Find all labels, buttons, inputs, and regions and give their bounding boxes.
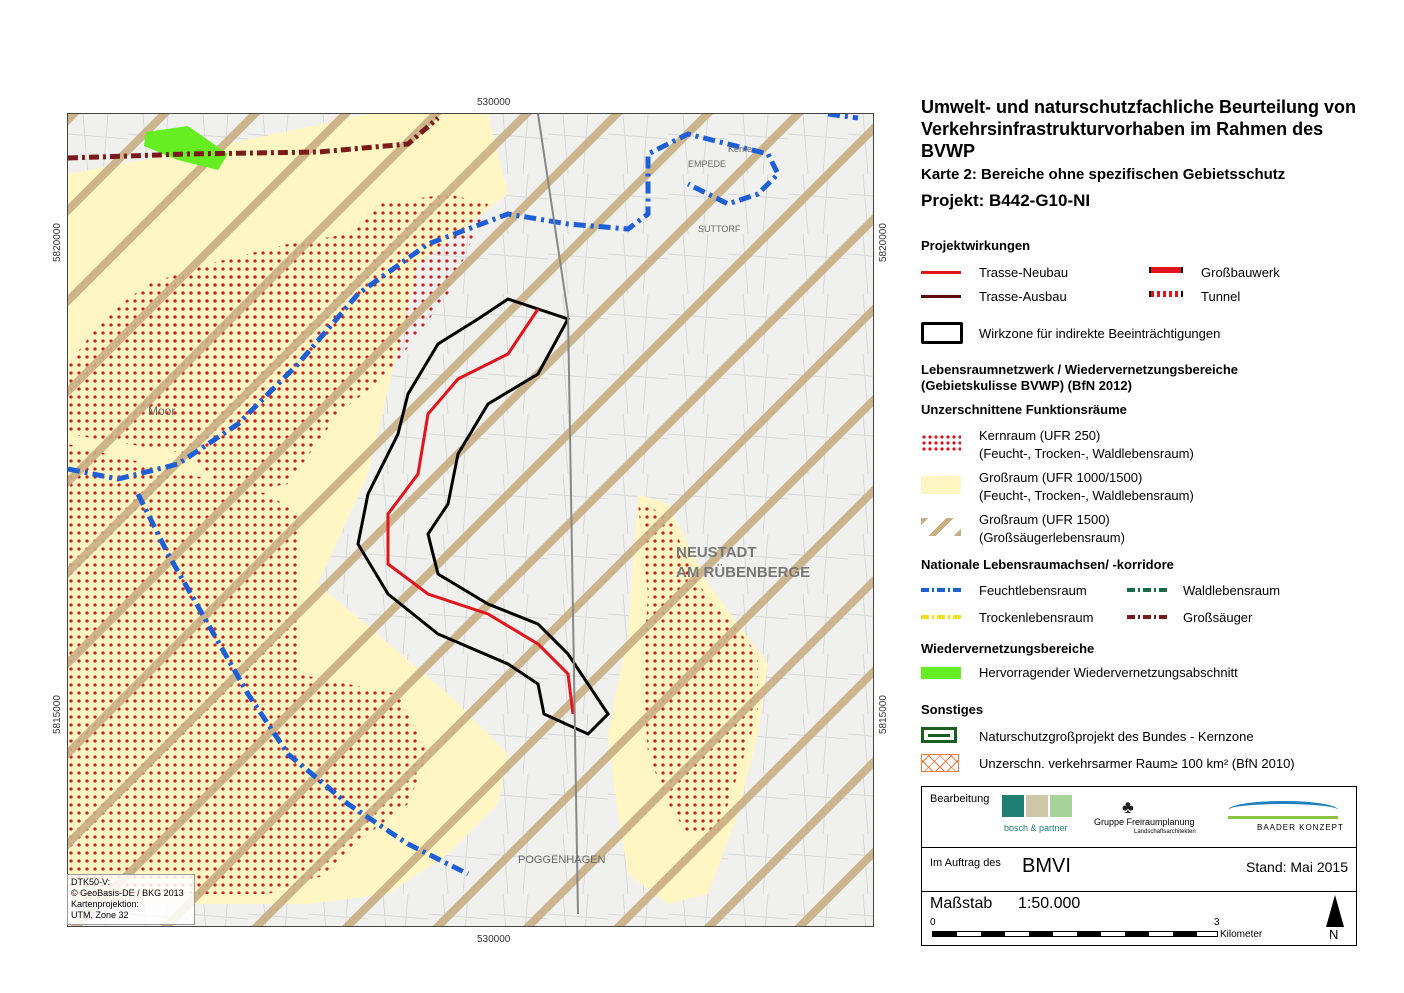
legend-neubau: Trasse-Neubau	[979, 265, 1069, 280]
legend-trocken: Trockenlebensraum	[979, 610, 1094, 625]
map-subtitle: Karte 2: Bereiche ohne spezifischen Gebietsschutz	[921, 166, 1286, 183]
gruppe-sub-label: Landschaftsarchitekten	[1134, 829, 1196, 835]
ngp-symbol	[921, 727, 957, 743]
legend-ngp: Naturschutzgroßprojekt des Bundes - Kernzone	[979, 729, 1254, 744]
legend-netz-title2: (Gebietskulisse BVWP) (BfN 2012)	[921, 378, 1132, 393]
legend-feucht: Feuchtlebensraum	[979, 583, 1087, 598]
grossraum-saeuger-symbol	[921, 518, 961, 536]
coord-y-upper-right: 5820000	[878, 223, 889, 262]
coord-y-lower-right: 5815000	[878, 695, 889, 734]
legend-gross1: Großraum (UFR 1000/1500)	[979, 470, 1143, 485]
coord-y-lower-left: 5815000	[52, 695, 63, 734]
neubau-symbol	[921, 271, 961, 274]
scale-bar	[932, 931, 1218, 937]
coord-x-bottom: 530000	[477, 934, 511, 945]
legend-kern1: Kernraum (UFR 250)	[979, 428, 1101, 443]
credit-line: UTM, Zone 32	[71, 910, 129, 920]
coord-x-top: 530000	[477, 97, 511, 108]
wiedervernetzung-symbol	[921, 667, 961, 679]
map-title: Umwelt- und naturschutzfachliche Beurteilung von Verkehrsinfrastrukturvorhaben im Rahmen des BVWP	[921, 97, 1357, 161]
scale-unit: Kilometer	[1220, 929, 1263, 940]
legend-uzvr: Unzerschn. verkehrsarmer Raum≥ 100 km² (BfN 2010)	[979, 756, 1295, 771]
place-am-ruebenberge: AM RÜBENBERGE	[676, 564, 811, 581]
grossraum-saeuger-hatch	[68, 114, 873, 926]
legend-projektwirkungen: Projektwirkungen	[921, 238, 1031, 253]
coord-y-upper-left: 5820000	[52, 223, 63, 262]
credit-line: © GeoBasis-DE / BKG 2013	[71, 888, 184, 898]
uzvr-symbol	[921, 754, 959, 772]
legend-tunnel: Tunnel	[1201, 289, 1241, 304]
legend-netz-title1: Lebensraumnetzwerk / Wiedervernetzungsbereiche	[921, 362, 1239, 377]
legend-saeuger: Großsäuger	[1183, 610, 1253, 625]
legend-wieder: Wiedervernetzungsbereiche	[921, 641, 1095, 656]
legend-kern2: (Feucht-, Trocken-, Waldlebensraum)	[979, 446, 1194, 461]
place-kerne: Kerne	[728, 144, 753, 154]
legend-wald: Waldlebensraum	[1183, 583, 1281, 598]
baader-logo	[1228, 801, 1338, 819]
feucht-symbol	[921, 588, 961, 592]
massstab-row	[922, 891, 1356, 947]
tree-icon: ♣	[1122, 797, 1134, 817]
saeuger-symbol	[1127, 615, 1167, 619]
trocken-symbol	[921, 615, 961, 619]
scale-tick-0: 0	[930, 917, 936, 928]
place-poggenhagen: POGGENHAGEN	[518, 854, 606, 866]
scale-value: 1:50.000	[1018, 895, 1081, 912]
legend-unzerschnitten: Unzerschnittene Funktionsräume	[921, 402, 1127, 417]
massstab-label: Maßstab	[930, 895, 993, 912]
bearbeitung-row	[922, 787, 1356, 848]
credit-line: DTK50-V:	[71, 877, 111, 887]
legend-achsen: Nationale Lebensraumachsen/ -korridore	[921, 557, 1174, 572]
ausbau-symbol	[921, 295, 961, 298]
bosch-logo-2	[1026, 795, 1048, 817]
scale-tick-3: 3	[1214, 917, 1220, 928]
auftrag-label: Im Auftrag des	[930, 857, 1001, 869]
project-name: Projekt: B442-G10-NI	[921, 191, 1091, 210]
gruppe-label: Gruppe Freiraumplanung	[1094, 817, 1195, 827]
legend-sonstiges: Sonstiges	[921, 702, 984, 717]
kernraum-symbol	[921, 434, 961, 452]
bosch-logo-1	[1002, 795, 1024, 817]
legend-hervor: Hervorragender Wiedervernetzungsabschnitt	[979, 665, 1238, 680]
tunnel-symbol	[1149, 291, 1183, 297]
place-empede: EMPEDE	[688, 159, 727, 169]
auftrag-row	[922, 847, 1356, 892]
baader-label: BAADER KONZEPT	[1257, 823, 1344, 832]
legend-grossS2: (Großsäugerlebensraum)	[979, 530, 1125, 545]
wald-symbol	[1127, 588, 1167, 592]
place-suttorf: SUTTORF	[698, 224, 741, 234]
place-neustadt: NEUSTADT	[676, 544, 757, 561]
map-canvas[interactable]	[67, 113, 874, 927]
bearbeitung-label: Bearbeitung	[930, 793, 990, 805]
credit-line: Kartenprojektion:	[71, 899, 140, 909]
bmvi-label: BMVI	[1022, 855, 1071, 877]
grossbauwerk-symbol	[1149, 267, 1183, 273]
grossraum-symbol	[921, 476, 961, 494]
north-arrow-icon	[1326, 895, 1344, 927]
legend-gross2: (Feucht-, Trocken-, Waldlebensraum)	[979, 488, 1194, 503]
legend-ausbau: Trasse-Ausbau	[979, 289, 1067, 304]
legend-grossbauwerk: Großbauwerk	[1201, 265, 1280, 280]
wirkzone-symbol	[921, 322, 963, 344]
bosch-label: bosch & partner	[1004, 823, 1068, 833]
credits-box	[921, 786, 1357, 946]
legend-grossS1: Großraum (UFR 1500)	[979, 512, 1110, 527]
legend-wirkzone: Wirkzone für indirekte Beeinträchtigungen	[979, 326, 1221, 341]
bosch-logo-3	[1050, 795, 1072, 817]
place-moor: Moor	[148, 404, 176, 418]
stand-label: Stand: Mai 2015	[1246, 859, 1348, 875]
north-label: N	[1329, 927, 1339, 942]
map-svg	[68, 114, 873, 926]
map-credits	[67, 874, 195, 925]
